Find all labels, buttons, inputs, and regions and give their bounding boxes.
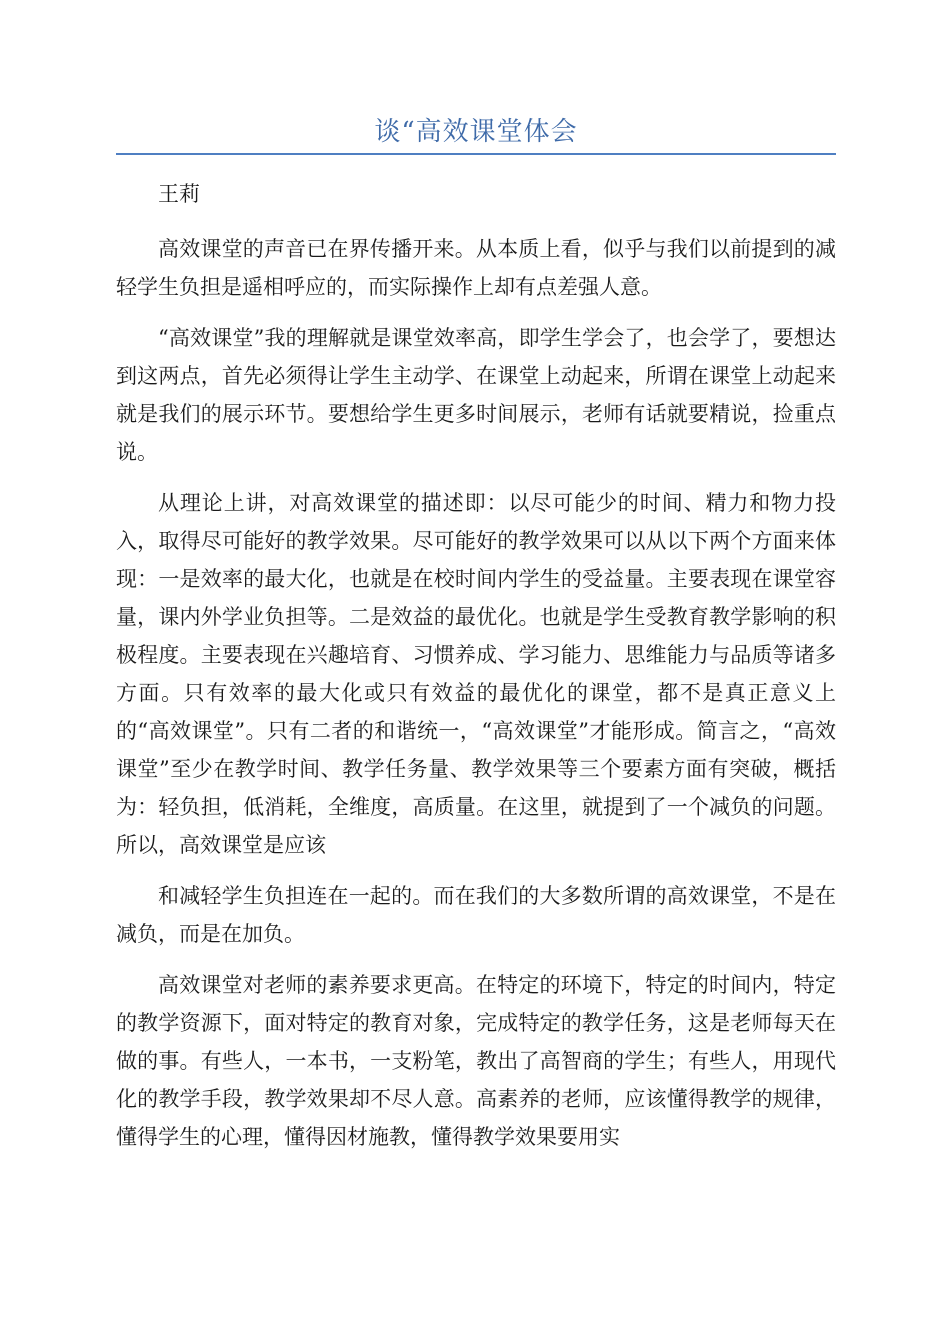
body-paragraph: “高效课堂”我的理解就是课堂效率高，即学生学会了，也会学了，要想达到这两点，首先必须得让学生主动学、在课堂上动起来，所谓在课堂上动起来就是我们的展示环节。要想给学生更多时间展示，老师有话就要精说，捡重点说。 bbox=[116, 326, 836, 464]
body-paragraph: 高效课堂对老师的素养要求更高。在特定的环境下，特定的时间内，特定的教学资源下，面对特定的教育对象，完成特定的教学任务，这是老师每天在做的事。有些人，一本书，一支粉笔，教出了高智商的学生；有些人，用现代化的教学手段，教学效果却不尽人意。高素养的老师，应该懂得教学的规律，懂得学生的心理，懂得因材施教，懂得教学效果要用实 bbox=[116, 973, 836, 1149]
body-paragraph: 高效课堂的声音已在界传播开来。从本质上看，似乎与我们以前提到的减轻学生负担是遥相呼应的，而实际操作上却有点差强人意。 bbox=[116, 237, 836, 299]
title-underline bbox=[116, 153, 836, 155]
document-title: 谈“高效课堂体会 bbox=[374, 117, 578, 147]
body-paragraph: 和减轻学生负担连在一起的。而在我们的大多数所谓的高效课堂，不是在减负，而是在加负。 bbox=[116, 884, 836, 946]
author-name: 王莉 bbox=[158, 182, 200, 206]
document-body bbox=[116, 175, 836, 1169]
body-paragraph: 从理论上讲，对高效课堂的描述即：以尽可能少的时间、精力和物力投入，取得尽可能好的教学效果。尽可能好的教学效果可以从以下两个方面来体现：一是效率的最大化，也就是在校时间内学生的受益量。主要表现在课堂容量，课内外学业负担等。二是效益的最优化。也就是学生受教育教学影响的积极程度。主要表现在兴趣培育、习惯养成、学习能力、思维能力与品质等诸多方面。只有效率的最大化或只有效益的最优化的课堂，都不是真正意义上的“高效课堂”。只有二者的和谐统一，“高效课堂”才能形成。简言之，“高效课堂”至少在教学时间、教学任务量、教学效果等三个要素方面有突破，概括为：轻负担，低消耗，全维度，高质量。在这里，就提到了一个减负的问题。所以，高效课堂是应该 bbox=[116, 491, 836, 857]
